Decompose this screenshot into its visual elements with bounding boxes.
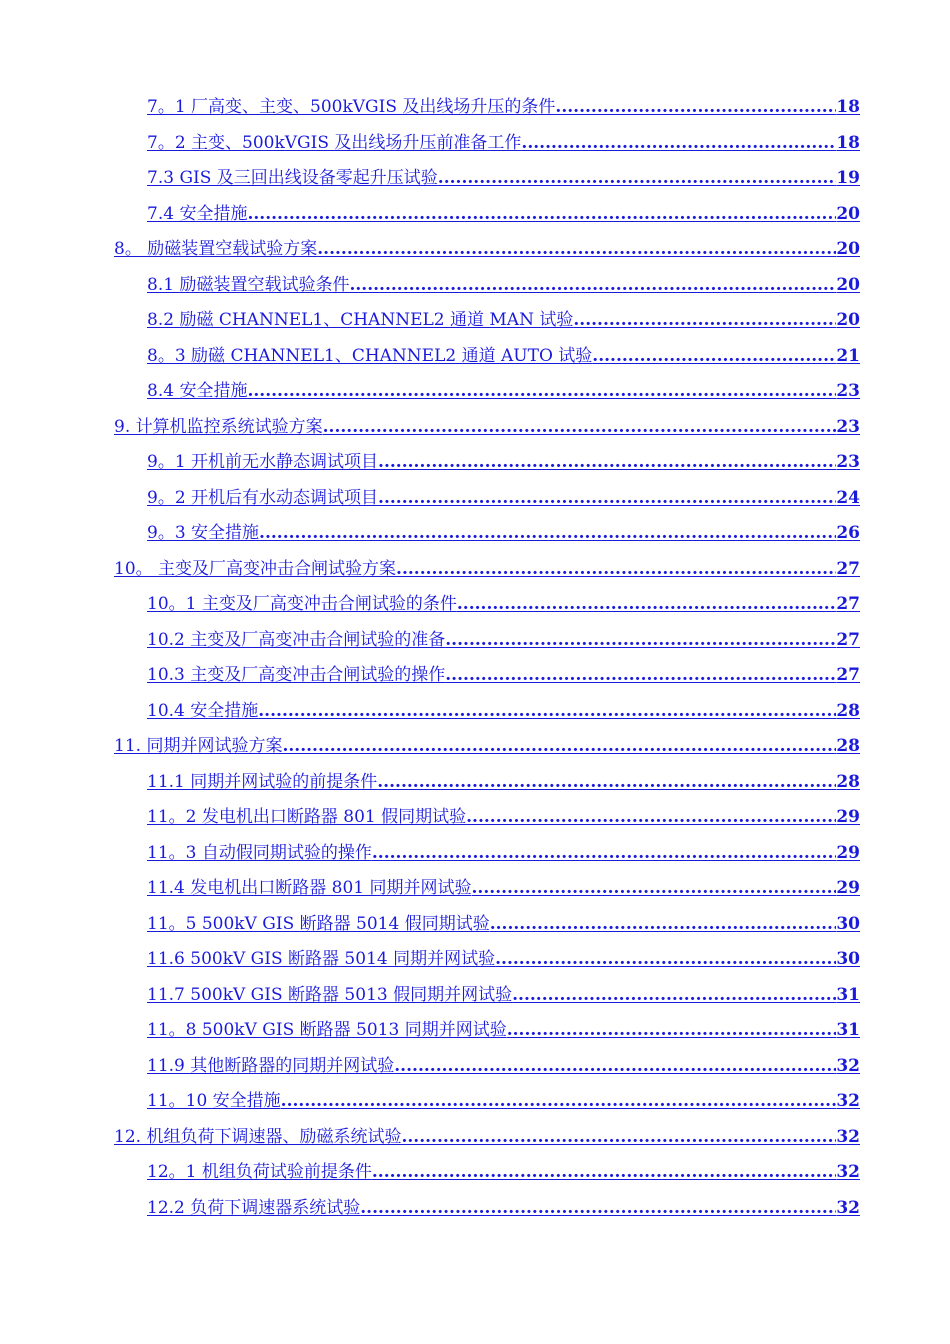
toc-subsection-link[interactable] <box>147 946 860 972</box>
toc-dot-leader <box>377 769 836 795</box>
toc-entry-title: 11.7 500kV GIS 断路器 5013 假同期并网试验 <box>147 985 513 1005</box>
toc-page-number: 32 <box>836 1198 860 1218</box>
toc-dot-leader <box>282 733 836 759</box>
toc-dot-leader <box>372 840 836 866</box>
toc-page-number: 28 <box>836 772 860 792</box>
toc-entry-title: 11。2 发电机出口断路器 801 假同期试验 <box>147 807 467 827</box>
toc-subsection-link[interactable] <box>147 1159 860 1185</box>
toc-entry-title: 10.3 主变及厂高变冲击合闸试验的操作 <box>147 665 446 685</box>
toc-subsection-link[interactable] <box>147 982 860 1008</box>
toc-dot-leader <box>573 307 836 333</box>
toc-subsection-link[interactable] <box>147 307 860 333</box>
toc-dot-leader <box>445 662 836 688</box>
toc-dot-leader <box>360 1195 836 1221</box>
toc-page-number: 31 <box>836 1020 860 1040</box>
toc-dot-leader <box>521 130 836 156</box>
toc-page-number: 26 <box>836 523 860 543</box>
toc-subsection-link[interactable] <box>147 1017 860 1043</box>
toc-section-link[interactable] <box>114 414 860 440</box>
toc-page-number: 27 <box>836 594 860 614</box>
toc-subsection-link[interactable] <box>147 875 860 901</box>
toc-dot-leader <box>555 94 836 120</box>
toc-entry-title: 8。3 励磁 CHANNEL1、CHANNEL2 通道 AUTO 试验 <box>147 346 593 366</box>
toc-entry-title: 7.4 安全措施 <box>147 204 248 224</box>
toc-page-number: 24 <box>836 488 860 508</box>
toc-subsection-link[interactable] <box>147 94 860 120</box>
toc-subsection-link[interactable] <box>147 1053 860 1079</box>
toc-subsection-link[interactable] <box>147 698 860 724</box>
toc-entry-title: 11.9 其他断路器的同期并网试验 <box>147 1056 395 1076</box>
toc-entry-title: 7。1 厂高变、主变、500kVGIS 及出线场升压的条件 <box>147 97 556 117</box>
toc-dot-leader <box>512 982 836 1008</box>
toc-section-link[interactable] <box>114 1124 860 1150</box>
toc-dot-leader <box>372 1159 836 1185</box>
toc-subsection-link[interactable] <box>147 272 860 298</box>
toc-page-number: 18 <box>836 97 860 117</box>
toc-entry-title: 11。8 500kV GIS 断路器 5013 同期并网试验 <box>147 1020 507 1040</box>
toc-page-number: 19 <box>836 168 860 188</box>
toc-subsection-link[interactable] <box>147 449 860 475</box>
toc-entry-title: 9。2 开机后有水动态调试项目 <box>147 488 379 508</box>
toc-section-link[interactable] <box>114 556 860 582</box>
toc-entry-title: 12. 机组负荷下调速器、励磁系统试验 <box>114 1127 402 1147</box>
toc-page-number: 21 <box>836 346 860 366</box>
toc-entry-title: 8.4 安全措施 <box>147 381 248 401</box>
toc-page-number: 32 <box>836 1162 860 1182</box>
toc-subsection-link[interactable] <box>147 804 860 830</box>
toc-dot-leader <box>466 804 836 830</box>
toc-page-number: 32 <box>836 1127 860 1147</box>
toc-page-number: 31 <box>836 985 860 1005</box>
toc-dot-leader <box>247 378 836 404</box>
toc-entry-title: 11。5 500kV GIS 断路器 5014 假同期试验 <box>147 914 490 934</box>
toc-dot-leader <box>258 698 836 724</box>
toc-subsection-link[interactable] <box>147 1195 860 1221</box>
toc-subsection-link[interactable] <box>147 627 860 653</box>
toc-subsection-link[interactable] <box>147 911 860 937</box>
toc-entry-title: 11. 同期并网试验方案 <box>114 736 283 756</box>
toc-page-number: 23 <box>836 452 860 472</box>
toc-subsection-link[interactable] <box>147 165 860 191</box>
toc-entry-title: 10。 主变及厂高变冲击合闸试验方案 <box>114 559 397 579</box>
toc-dot-leader <box>247 201 836 227</box>
toc-entry-title: 11。10 安全措施 <box>147 1091 281 1111</box>
toc-subsection-link[interactable] <box>147 130 860 156</box>
toc-entry-title: 10。1 主变及厂高变冲击合闸试验的条件 <box>147 594 457 614</box>
toc-page-number: 20 <box>836 310 860 330</box>
toc-page-number: 27 <box>836 665 860 685</box>
toc-entry-title: 8。 励磁装置空载试验方案 <box>114 239 318 259</box>
toc-dot-leader <box>259 520 836 546</box>
toc-subsection-link[interactable] <box>147 591 860 617</box>
toc-page-number: 32 <box>836 1056 860 1076</box>
toc-page-number: 29 <box>836 878 860 898</box>
toc-entry-title: 10.4 安全措施 <box>147 701 259 721</box>
toc-subsection-link[interactable] <box>147 485 860 511</box>
toc-dot-leader <box>592 343 836 369</box>
toc-page-number: 29 <box>836 843 860 863</box>
toc-dot-leader <box>495 946 836 972</box>
toc-page-number: 20 <box>836 239 860 259</box>
toc-entry-title: 8.2 励磁 CHANNEL1、CHANNEL2 通道 MAN 试验 <box>147 310 574 330</box>
toc-section-link[interactable] <box>114 236 860 262</box>
toc-dot-leader <box>317 236 836 262</box>
toc-subsection-link[interactable] <box>147 1088 860 1114</box>
toc-entry-title: 8.1 励磁装置空载试验条件 <box>147 275 350 295</box>
toc-entry-title: 12.2 负荷下调速器系统试验 <box>147 1198 361 1218</box>
toc-dot-leader <box>349 272 836 298</box>
toc-page-number: 23 <box>836 381 860 401</box>
toc-entry-title: 7。2 主变、500kVGIS 及出线场升压前准备工作 <box>147 133 522 153</box>
toc-entry-title: 10.2 主变及厂高变冲击合闸试验的准备 <box>147 630 446 650</box>
toc-entry-title: 9。3 安全措施 <box>147 523 260 543</box>
toc-entry-title: 12。1 机组负荷试验前提条件 <box>147 1162 372 1182</box>
toc-page-number: 28 <box>836 736 860 756</box>
toc-dot-leader <box>323 414 837 440</box>
toc-subsection-link[interactable] <box>147 378 860 404</box>
toc-subsection-link[interactable] <box>147 840 860 866</box>
toc-entry-title: 11。3 自动假同期试验的操作 <box>147 843 372 863</box>
toc-page-number: 20 <box>836 204 860 224</box>
toc-subsection-link[interactable] <box>147 520 860 546</box>
toc-section-link[interactable] <box>114 733 860 759</box>
toc-dot-leader <box>378 449 836 475</box>
toc-dot-leader <box>378 485 836 511</box>
toc-entry-title: 9. 计算机监控系统试验方案 <box>114 417 323 437</box>
toc-page-number: 23 <box>836 417 860 437</box>
toc-dot-leader <box>401 1124 836 1150</box>
toc-page-number: 27 <box>836 559 860 579</box>
toc-dot-leader <box>445 627 836 653</box>
toc-dot-leader <box>507 1017 837 1043</box>
toc-page-number: 30 <box>836 914 860 934</box>
toc-dot-leader <box>394 1053 836 1079</box>
toc-page-number: 32 <box>836 1091 860 1111</box>
toc-entry-title: 11.1 同期并网试验的前提条件 <box>147 772 378 792</box>
toc-dot-leader <box>438 165 837 191</box>
toc-page-number: 20 <box>836 275 860 295</box>
toc-subsection-link[interactable] <box>147 343 860 369</box>
toc-dot-leader <box>281 1088 837 1114</box>
toc-entry-title: 9。1 开机前无水静态调试项目 <box>147 452 379 472</box>
toc-dot-leader <box>472 875 837 901</box>
toc-entry-title: 7.3 GIS 及三回出线设备零起升压试验 <box>147 168 438 188</box>
toc-subsection-link[interactable] <box>147 201 860 227</box>
toc-subsection-link[interactable] <box>147 769 860 795</box>
toc-dot-leader <box>490 911 837 937</box>
toc-entry-title: 11.6 500kV GIS 断路器 5014 同期并网试验 <box>147 949 496 969</box>
toc-page-number: 27 <box>836 630 860 650</box>
toc-dot-leader <box>457 591 836 617</box>
toc-page-number: 18 <box>836 133 860 153</box>
toc-dot-leader <box>396 556 836 582</box>
toc-page-number: 30 <box>836 949 860 969</box>
toc-subsection-link[interactable] <box>147 662 860 688</box>
toc-page-number: 29 <box>836 807 860 827</box>
toc-entry-title: 11.4 发电机出口断路器 801 同期并网试验 <box>147 878 472 898</box>
toc-page-number: 28 <box>836 701 860 721</box>
